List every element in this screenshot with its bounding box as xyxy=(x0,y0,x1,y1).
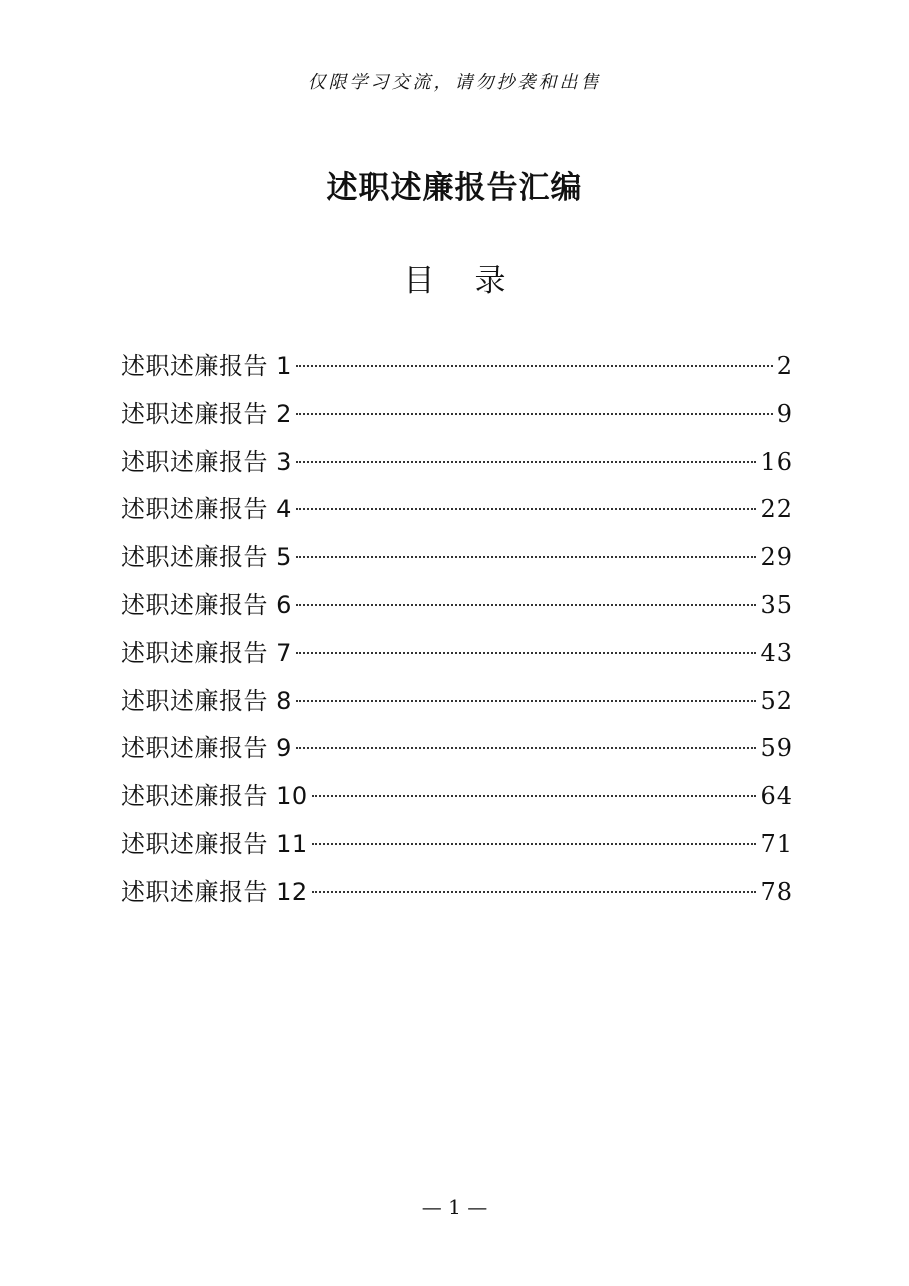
toc-entry-page: 71 xyxy=(760,829,793,858)
toc-dot-leader xyxy=(296,365,773,367)
toc-entry-page: 64 xyxy=(760,782,793,811)
toc-entry-label: 述职述廉报告 9 xyxy=(121,734,292,763)
toc-entry[interactable] xyxy=(121,725,793,773)
toc-entry-label: 述职述廉报告 1 xyxy=(121,352,292,380)
toc-entry[interactable] xyxy=(121,773,793,821)
toc-entry-page: 59 xyxy=(760,734,793,763)
toc-dot-leader xyxy=(312,843,757,845)
toc-entry[interactable] xyxy=(121,630,793,678)
toc-dot-leader xyxy=(296,652,757,654)
toc-entry[interactable] xyxy=(121,678,793,726)
toc-entry[interactable] xyxy=(121,391,793,439)
toc-entry-page: 22 xyxy=(760,495,793,524)
toc-entry[interactable] xyxy=(121,534,793,582)
toc-entry[interactable] xyxy=(121,582,793,630)
toc-entry-page: 43 xyxy=(760,638,793,667)
toc-entry-label: 述职述廉报告 11 xyxy=(121,829,308,858)
toc-entry-page: 29 xyxy=(760,543,793,572)
toc-heading-char-2: 录 xyxy=(474,263,506,299)
toc-dot-leader xyxy=(296,604,757,606)
toc-entry[interactable] xyxy=(121,821,793,869)
toc-dot-leader xyxy=(296,747,757,749)
toc-entry-label: 述职述廉报告 7 xyxy=(121,638,292,667)
toc-dot-leader xyxy=(296,700,757,702)
toc-entry-label: 述职述廉报告 3 xyxy=(121,447,292,476)
toc-entry[interactable] xyxy=(121,869,793,917)
page-number: — 1 — xyxy=(421,1195,488,1219)
toc-entry-page: 16 xyxy=(760,447,793,476)
toc-dot-leader xyxy=(296,461,757,463)
table-of-contents xyxy=(121,343,793,917)
toc-entry-page: 52 xyxy=(760,686,793,715)
toc-entry-page: 2 xyxy=(776,352,793,380)
toc-entry-label: 述职述廉报告 6 xyxy=(121,590,292,619)
toc-entry-label: 述职述廉报告 2 xyxy=(121,399,292,428)
toc-entry-label: 述职述廉报告 5 xyxy=(121,543,292,572)
toc-dot-leader xyxy=(296,508,757,510)
toc-entry-label: 述职述廉报告 8 xyxy=(121,686,292,715)
toc-heading-char-1: 目 xyxy=(403,263,435,299)
toc-dot-leader xyxy=(312,795,757,797)
toc-entry[interactable] xyxy=(121,343,793,391)
document-title: 述职述廉报告汇编 xyxy=(326,170,583,206)
toc-entry-label: 述职述廉报告 4 xyxy=(121,495,292,524)
toc-entry-page: 35 xyxy=(760,590,793,619)
toc-dot-leader xyxy=(296,556,757,558)
toc-dot-leader xyxy=(312,891,757,893)
toc-entry-label: 述职述廉报告 12 xyxy=(121,877,308,906)
toc-entry-page: 78 xyxy=(760,877,793,906)
toc-entry[interactable] xyxy=(121,439,793,487)
toc-dot-leader xyxy=(296,413,773,415)
toc-entry[interactable] xyxy=(121,486,793,534)
toc-entry-page: 9 xyxy=(776,399,793,428)
toc-entry-label: 述职述廉报告 10 xyxy=(121,782,308,811)
toc-heading xyxy=(0,255,909,300)
header-note: 仅限学习交流，请勿抄袭和出售 xyxy=(307,72,602,93)
